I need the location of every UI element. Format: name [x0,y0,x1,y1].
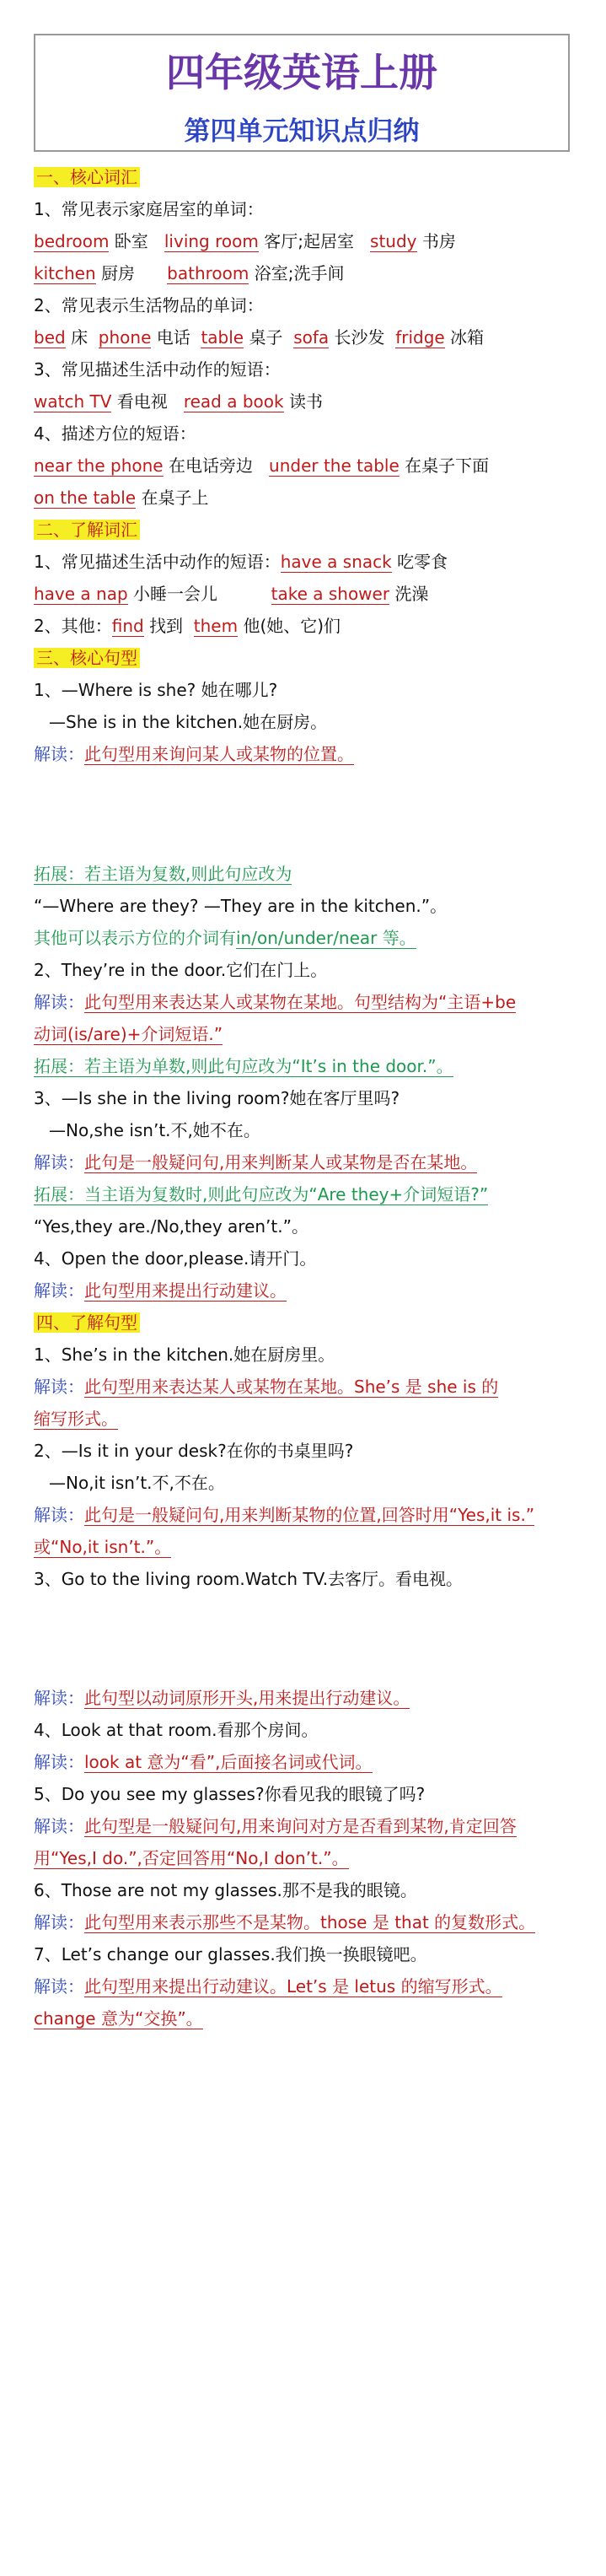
s3-l3: “—Where are they? —They are in the kitchen.”。 [34,896,448,916]
s4-l4: 3、Go to the living room.Watch TV.去客厅。看电视。 [34,1569,464,1589]
s4-e6: 解读：此句型用来表示那些不是某物。those 是 that 的复数形式。 [34,1912,536,1932]
s1-q1: 1、常见表示家庭居室的单词： [34,199,264,219]
s1-place-line-2: on the table 在桌子上 [34,488,209,508]
s1-rooms-line-2: kitchen 厨房 bathroom 浴室;洗手间 [34,263,345,283]
s3-e3: 解读：此句是一般疑问句,用来判断某人或某物是否在某地。 [34,1152,478,1172]
page-title: 四年级英语上册 [166,50,437,95]
s3-l6: —No,she isn’t.不,她不在。 [49,1120,260,1140]
s4-e2a: 解读：此句是一般疑问句,用来判断某物的位置,回答时用“Yes,it is.” [34,1505,535,1525]
s4-l2: 2、—Is it in your desk?在你的书桌里吗? [34,1441,354,1461]
s1-place-line-1: near the phone 在电话旁边 under the table 在桌子下面 [34,455,490,476]
s4-e4: 解读：look at 意为“看”,后面接名词或代词。 [34,1752,373,1772]
s3-e2b: 动词(is/are)+介词短语.” [34,1024,223,1044]
s4-l3: —No,it isn’t.不,不在。 [49,1473,225,1493]
s4-e2b: 或“No,it isn’t.”。 [34,1537,172,1557]
s4-e7a: 解读：此句型用来提出行动建议。Let’s 是 letus 的缩写形式。 [34,1976,502,1997]
s4-e1b: 缩写形式。 [34,1409,118,1429]
s1-q2: 2、常见表示生活物品的单词： [34,295,264,315]
s3-e1: 解读：此句型用来询问某人或某物的位置。 [34,744,354,764]
s4-l8: 7、Let’s change our glasses.我们换一换眼镜吧。 [34,1944,427,1964]
s3-l2: —She is in the kitchen.她在厨房。 [49,712,328,732]
s3-x1: 拓展：若主语为复数,则此句应改为 [34,864,292,884]
s3-x2: 其他可以表示方位的介词有in/on/under/near 等。 [34,928,416,948]
section-3-heading: 三、核心句型 [34,647,140,669]
section-2-heading: 二、了解词汇 [34,519,140,541]
s3-x4: 拓展：当主语为复数时,则此句应改为“Are they+介词短语?” [34,1184,489,1204]
s1-q3: 3、常见描述生活中动作的短语： [34,359,281,380]
s3-e2a: 解读：此句型用来表达某人或某物在某地。句型结构为“主语+be [34,992,517,1012]
page-subtitle: 第四单元知识点归纳 [184,116,420,147]
s4-e3: 解读：此句型以动词原形开头,用来提出行动建议。 [34,1688,410,1708]
s3-l7: “Yes,they are./No,they aren’t.”。 [34,1216,308,1237]
s1-q4: 4、描述方位的短语： [34,423,196,444]
s4-l6: 5、Do you see my glasses?你看见我的眼镜了吗? [34,1784,426,1804]
s3-e4: 解读：此句型用来提出行动建议。 [34,1280,287,1301]
s2-line-2: have a nap 小睡一会儿 take a shower 洗澡 [34,584,429,604]
section-4-heading: 四、了解句型 [34,1312,140,1334]
s3-l5: 3、—Is she in the living room?她在客厅里吗? [34,1088,400,1108]
s4-l1: 1、She’s in the kitchen.她在厨房里。 [34,1345,335,1365]
s4-e5b: 用“Yes,I do.”,否定回答用“No,I don’t.”。 [34,1848,349,1868]
s4-l5: 4、Look at that room.看那个房间。 [34,1720,319,1740]
s1-actions-line: watch TV 看电视 read a book 读书 [34,391,323,412]
title-box [34,34,570,152]
s3-l8: 4、Open the door,please.请开门。 [34,1248,317,1269]
section-1-heading: 一、核心词汇 [34,166,140,188]
s3-l4: 2、They’re in the door.它们在门上。 [34,960,328,980]
s2-line-1: 1、常见描述生活中动作的短语：have a snack 吃零食 [34,552,448,572]
s4-l7: 6、Those are not my glasses.那不是我的眼镜。 [34,1880,417,1900]
s2-line-3: 2、其他：find 找到 them 他(她、它)们 [34,616,341,636]
s1-rooms-line-1: bedroom 卧室 living room 客厅;起居室 study 书房 [34,231,456,251]
s3-x3: 拓展：若主语为单数,则此句应改为“It’s in the door.”。 [34,1056,453,1076]
s4-e5a: 解读：此句型是一般疑问句,用来询问对方是否看到某物,肯定回答 [34,1816,517,1836]
s3-l1: 1、—Where is she? 她在哪儿? [34,680,278,700]
s4-e7b: change 意为“交换”。 [34,2008,203,2029]
s1-items-line: bed 床 phone 电话 table 桌子 sofa 长沙发 fridge 冰箱 [34,327,485,348]
s4-e1a: 解读：此句型用来表达某人或某物在某地。She’s 是 she is 的 [34,1377,499,1397]
